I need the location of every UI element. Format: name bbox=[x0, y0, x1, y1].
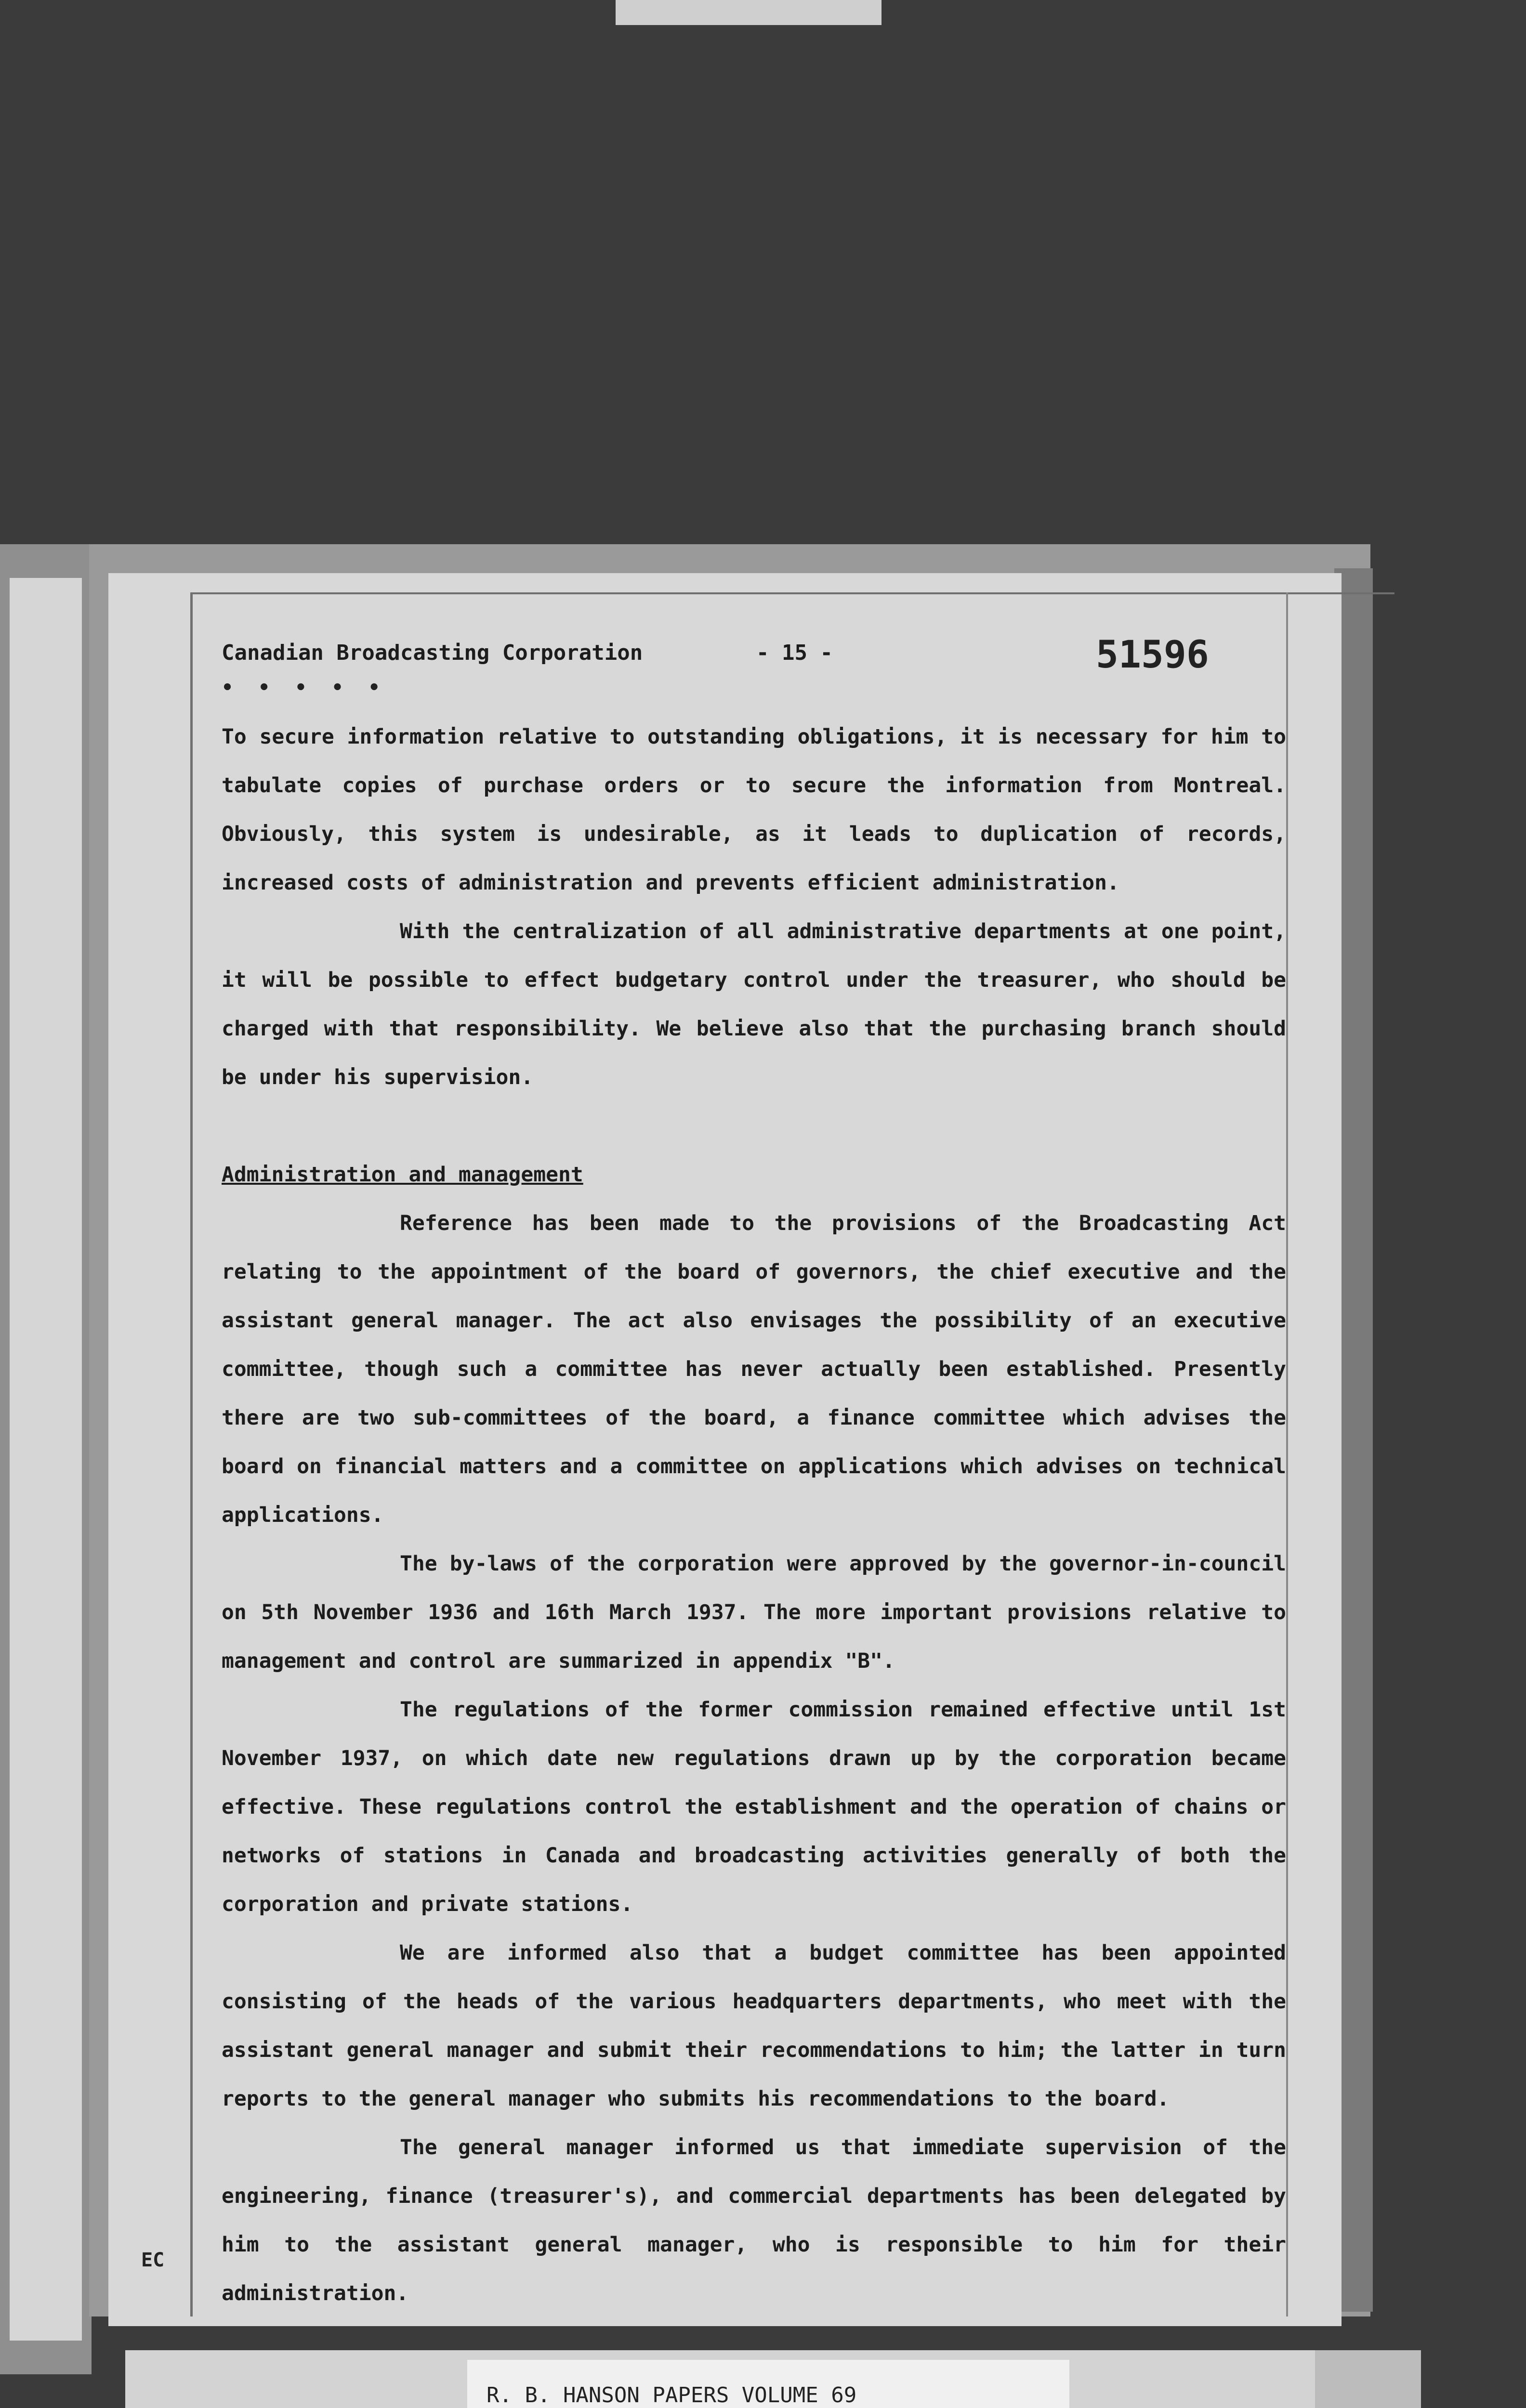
document-stamp-number: 51596 bbox=[1096, 633, 1209, 677]
binder-clip bbox=[616, 0, 881, 25]
footer-shadow bbox=[1315, 2350, 1421, 2408]
header-dots: • • • • • bbox=[222, 677, 387, 699]
header-page-number: - 15 - bbox=[756, 641, 833, 665]
previous-page-paper bbox=[10, 578, 82, 2341]
archives-footer-card bbox=[125, 2350, 1421, 2408]
paragraph: Reference has been made to the provisions of the Broadcasting Act relating to the appointment of the board of governors, the chief executive and the assistant general manager. The act also envisages the possibility of an executive committee, though such a committee has never actually been established. Presently there are two sub-committees of the board, a finance committee which advises the board on financial matters and a committee on applications which advises on technical applications. bbox=[222, 1211, 1286, 1527]
paragraph: The general manager informed us that immediate supervision of the engineering, finance (treasurer's), and commercial departments has been delegated by him to the assistant general manager, who is responsible to him for their administration. bbox=[222, 2135, 1286, 2305]
previous-page-edge bbox=[0, 544, 92, 2374]
paragraph: To secure information relative to outstanding obligations, it is necessary for him to tabulate copies of purchase orders or to secure the information from Montreal. Obviously, this system is undesirable, as it leads to duplication of records, increased costs of administration and prevents efficient administration. bbox=[222, 725, 1286, 895]
volume-label: R. B. HANSON PAPERS VOLUME 69 bbox=[467, 2360, 1069, 2408]
document-page bbox=[108, 573, 1342, 2326]
margin-mark: EC bbox=[141, 2249, 165, 2271]
paragraph: With the centralization of all administrative departments at one point, it will be possible to effect budgetary control under the treasurer, who should be charged with that responsibility. We believe also that the purchasing branch should be under his supervision. bbox=[222, 919, 1286, 1089]
margin-rule-right bbox=[1286, 592, 1288, 2316]
section-heading: Administration and management bbox=[222, 1163, 583, 1187]
paragraph: The regulations of the former commission remained effective until 1st November 1937, on which date new regulations drawn up by the corporation became effective. These regulations control the establishment and the operation of chains or networks of stations in Canada and broadcasting activities generally of both the corporation and private stations. bbox=[222, 1698, 1286, 1916]
margin-rule-top bbox=[190, 592, 1394, 594]
margin-rule-left bbox=[190, 592, 193, 2316]
paragraph: The by-laws of the corporation were approved by the governor-in-council on 5th November 1936 and 16th March 1937. The more important provisions relative to management and control are summarized in appendix "B". bbox=[222, 1552, 1286, 1673]
document-body bbox=[222, 713, 1286, 2318]
header-organization: Canadian Broadcasting Corporation bbox=[222, 641, 643, 665]
paragraph: We are informed also that a budget committee has been appointed consisting of the heads of the various headquarters departments, who meet with the assistant general manager and submit their recommendations to him; the latter in turn reports to the general manager who submits his recommendations to the board. bbox=[222, 1941, 1286, 2111]
